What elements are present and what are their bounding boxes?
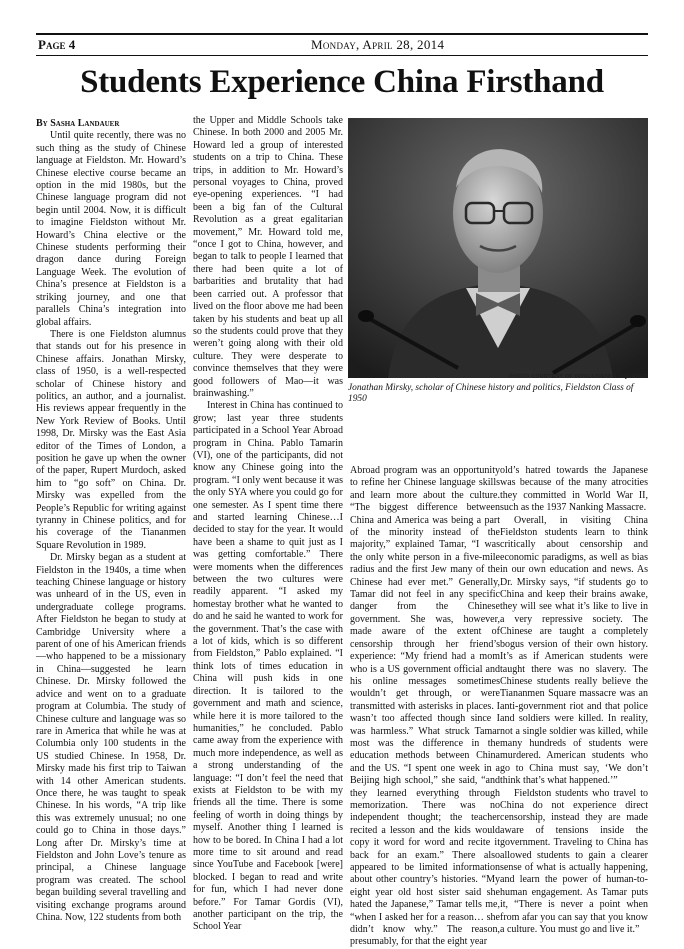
issue-date: Monday, April 28, 2014 <box>311 37 445 52</box>
article-headline: Students Experience China Firsthand <box>80 64 604 100</box>
paragraph: Fieldston students who travel to China do not experience direct censorship, instead they are made aware of tensions inside the government. Traveling to China has allowed students to gain a clearer sense of what is actually happening, and learn the power of human-to-human engagement. As Tamar puts it, “There is never a point when from afar you can say that you know a culture. You must go and live it.” <box>500 787 648 936</box>
paragraph: Until quite recently, there was no such thing as the study of Chinese language at Fieldston. Mr. Howard’s Chinese elective course became an option in the mid 1980s, but the Chinese language program did not begin until 2004. Now, it is difficult to imagine Fieldston without Mr. Howard’s China elective or the Chinese students performing their dragon dance during Foreign Language Week. The evolution of China’s presence at Fieldston is a striking journey, and one that parallels China’s integration into global affairs. <box>36 130 186 328</box>
article-photo <box>348 118 648 378</box>
photo-credit: PHOTO COURTESY OF INTELLIGENCE SQUARED <box>508 374 648 380</box>
paragraph: There is one Fieldston alumnus that stands out for his presence in Chinese affairs. Jonathan Mirsky, class of 1950, is a well-respected scholar of Chinese history and politics, an author, and a journalist. His reviews appear frequently in the New York Review of Books. Until 1998, Dr. Mirsky was the East Asia editor of the Times of London, a position he gave up when the owner of the paper, Rupert Murdoch, asked him to “go soft” on China. Dr. Mirsky was expelled from the People’s Republic for writing against tyranny in Chinese politics, and for his coverage of the Tiananmen Square Revolution in 1989. <box>36 328 186 551</box>
paragraph: Interest in China has continued to grow; last year three students participated in a School Year Abroad program in China. Pablo Tamarin (VI), one of the participants, did not know any Chinese going into the program. “I only went because it was the only SYA where you could go for one semester. As I spent time there and started learning Chinese…I decided to stay for the year. It would have been a shame to quit just as I was getting comfortable.” There were moments when the differences between the two cultures were readily apparent. “I asked my homestay brother what he wanted to do and he said he wanted to work for the government. That’s the case with a lot of kids, which is so different from Fieldston,” Pablo explained. “I think lots of times education in China will push kids in one direction. It is tailored to the government and math and science, while here it is more tailored to the humanities,” he concluded. Pablo came away from the experience with much more independence, as well as a strong understanding of the language: “I don’t feel the need that exists at Fieldston to be with my friends all the time. There is some feeling of worth in doing things by myself. Another thing I learned is how to be bored. In China I had a lot more time to sit around and read since YouTube and Facebook [were] blocked. I began to read and write for fun, which I had never done before.” For Tamar Gordis (VI), another participant on the trip, the School Year <box>193 400 343 933</box>
article-column-1 <box>36 118 186 924</box>
paragraph: Overall, in visiting China Fieldston students learn to think critically about censorship and economic paradigms, as well as bias in our own education and news. As Dr. Mirsky says, “if students go to China and keep their brains awake, they will see what it’s like to live in a very repressive society. The Chinese are taught a completely bogus version of their own history. It’s as if American students were taught there was no slavery. The Chinese students really believe the Tiananmen Square massacre was an anti-government riot and that police and soldiers were killed. In reality, not a single soldier was killed, while many hundreds of students were murdered. American students who go to China must say, ‘We don’t think that’s what happened.’” <box>500 514 648 787</box>
portrait-image <box>348 118 648 378</box>
page-header <box>36 33 648 56</box>
paragraph: Dr. Mirsky began as a student at Fieldston in the 1940s, a time when teaching Chinese language or history was unheard of in the US, even in undergraduate college programs. After Fieldston he began to study at Cambridge University where a parent of one of his American friends—who happened to be a missionary in China—suggested he learn Chinese. Dr. Mirsky followed the advice and went on to a graduate program at Columbia. The study of Chinese culture and language was so rare in America that while he was at Columbia only 100 students in the US studied Chinese. In 1958, Dr. Mirsky made his first trip to Taiwan with 14 other American students. Once there, he was taught to speak Chinese. In his words, “A trip like this was extremely unusual; no one could go to China in those days.” Long after Dr. Mirsky’s time at Fieldston and John Love’s tenure as principal, a Chinese language program was created. The school began building several travelling and visiting exchange programs around China. Now, 122 students from both <box>36 552 186 923</box>
article-column-2 <box>193 115 343 934</box>
photo-caption: Jonathan Mirsky, scholar of Chinese history and politics, Fieldston Class of 1950 <box>348 383 634 404</box>
paragraph: Abroad program was an opportunity to refine her Chinese language skills and learn more about the culture. “The biggest difference between China and America was being a part of the minority instead of the majority,” explained Tamar, “I was the only white person in a five-mile radius and the first Jew many of the Chinese had ever met.” Generally, Tamar did not feel in any specific danger from the Chinese government. She was, however, made aware of the extent of censorship through her friend’s experience: “My friend had a mom who is a US government official and his online messages sometimes wouldn’t get through, or were transmitted with asterisks in places. I wasn’t too affected though since I was harmless.” What struck Tamar most was the difference in the education methods between China and the US. “I spent one week in a Beijing high school,” she said, “and they learned everything through memorization. There was no independent thought; the teacher recited a lesson and the kids would copy it word for word and recite it back for an exam.” There also appeared to be limited information about other country’s histories. “My eight year old host sister said she hated the Japanese,” Tamar tells me, “when I asked her for a reason… she didn’t know why.” The reason, presumably, for that the eight year <box>350 465 500 948</box>
article-column-4 <box>500 465 648 936</box>
paragraph: the Upper and Middle Schools take Chinese. In both 2000 and 2005 Mr. Howard led a group of interested students on a trip to China. These trips, in addition to Mr. Howard’s personal voyages to China, proved eye-opening experiences. “I had been a big fan of the Cultural Revolution as a great egalitarian movement,” Mr. Howard told me, “once I got to China, however, and began to talk to people I learned that there had been quite a lot of barbarities and brutality that had been carried out. A professor that lived on the floor above me had been taken by his students and beat up all so the students could prove that they weren’t going along with their old culture. They were desperate to convince themselves that they were good followers of Mao—it was brainwashing.” <box>193 115 343 399</box>
byline: By Sasha Landauer <box>36 118 120 129</box>
article-column-3 <box>350 465 500 949</box>
page-number: Page 4 <box>38 37 76 52</box>
paragraph: old’s hatred towards the Japanese was because of the many atrocities they committed in World War II, such as the 1937 Nanking Massacre. <box>500 465 648 514</box>
